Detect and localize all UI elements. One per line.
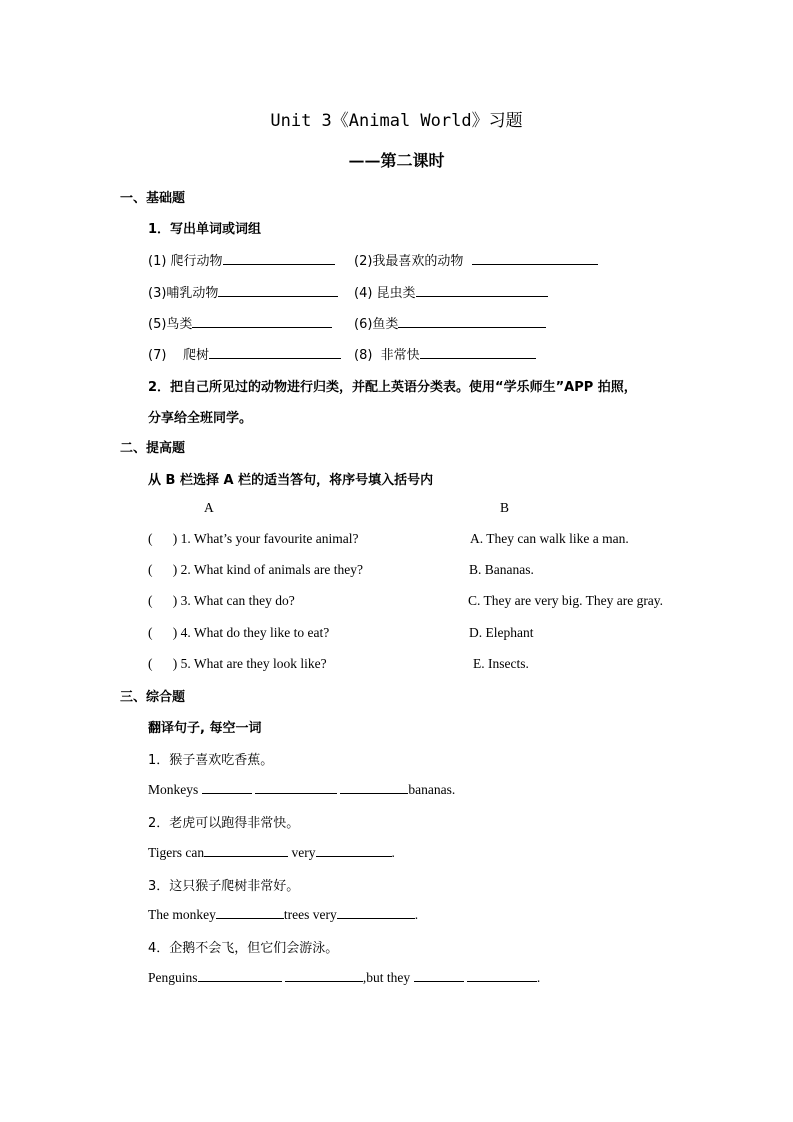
column-b-header: B bbox=[500, 500, 510, 515]
match-answer-b: B. Bananas. bbox=[469, 562, 534, 577]
page-title: Unit 3《Animal World》习题 bbox=[270, 111, 523, 131]
match-question-5: ( ) 5. What are they look like? bbox=[148, 656, 327, 671]
sentence-3-chinese: 3．这只猴子爬树非常好。 bbox=[148, 879, 300, 894]
match-answer-d: D. Elephant bbox=[469, 625, 534, 640]
sentence-4-english: Penguins ,but they . bbox=[148, 970, 541, 985]
question-2-line-1: 2．把自己所见过的动物进行归类，并配上英语分类表。使用“学乐师生”APP 拍照， bbox=[148, 380, 637, 395]
match-question-1: ( ) 1. What’s your favourite animal? bbox=[148, 531, 359, 546]
section-1-heading: 一、基础题 bbox=[120, 191, 186, 206]
vocab-item-4: (4) 昆虫类 bbox=[354, 282, 548, 301]
match-question-3: ( ) 3. What can they do? bbox=[148, 593, 295, 608]
vocab-item-3: (3)哺乳动物 bbox=[148, 282, 338, 301]
match-question-4: ( ) 4. What do they like to eat? bbox=[148, 625, 330, 640]
question-2-line-2: 分享给全班同学。 bbox=[148, 411, 253, 426]
matching-instruction: 从 B 栏选择 A 栏的适当答句，将序号填入括号内 bbox=[148, 473, 434, 488]
question-1-title: 1．写出单词或词组 bbox=[148, 222, 262, 237]
section-3-heading: 三、综合题 bbox=[120, 690, 186, 705]
sentence-1-chinese: 1．猴子喜欢吃香蕉。 bbox=[148, 753, 274, 768]
vocab-item-2: (2)我最喜欢的动物 bbox=[354, 250, 598, 269]
translation-instruction: 翻译句子, 每空一词 bbox=[148, 721, 262, 736]
vocab-item-1: (1) 爬行动物 bbox=[148, 250, 335, 269]
sentence-2-english: Tigers can very . bbox=[148, 845, 395, 860]
match-answer-a: A. They can walk like a man. bbox=[470, 531, 629, 546]
column-a-header: A bbox=[204, 500, 214, 515]
vocab-item-6: (6)鱼类 bbox=[354, 313, 546, 332]
sentence-1-english: Monkeys bananas. bbox=[148, 782, 456, 797]
page-subtitle: ——第二课时 bbox=[348, 151, 445, 170]
sentence-3-english: The monkey trees very . bbox=[148, 907, 419, 922]
match-answer-e: E. Insects. bbox=[473, 656, 529, 671]
match-question-2: ( ) 2. What kind of animals are they? bbox=[148, 562, 363, 577]
section-2-heading: 二、提高题 bbox=[120, 441, 186, 456]
match-answer-c: C. They are very big. They are gray. bbox=[468, 593, 664, 608]
sentence-2-chinese: 2．老虎可以跑得非常快。 bbox=[148, 816, 300, 831]
vocab-item-5: (5)鸟类 bbox=[148, 313, 332, 332]
vocab-item-8: (8) 非常快 bbox=[354, 344, 536, 363]
sentence-4-chinese: 4．企鹅不会飞，但它们会游泳。 bbox=[148, 941, 339, 956]
vocab-item-7: (7) 爬树 bbox=[148, 344, 341, 363]
